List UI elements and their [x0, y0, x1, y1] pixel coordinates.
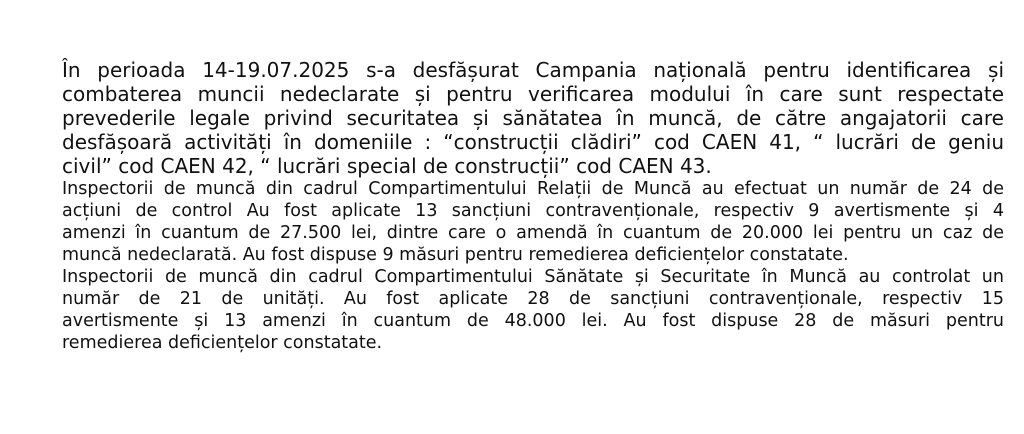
paragraph-line: În perioada 14-19.07.2025 s-a desfășurat Campania națională pentru identificarea și [62, 58, 1004, 82]
paragraph-line: avertismente și 13 amenzi în cuantum de 48.000 lei. Au fost dispuse 28 de măsuri pentru [62, 311, 1004, 331]
paragraph-line: Inspectorii de muncă din cadrul Compartimentului Sănătate și Securitate în Muncă au controlat un [62, 267, 1004, 287]
paragraph-line: muncă nedeclarată. Au fost dispuse 9 măsuri pentru remedierea deficiențelor constatate. [62, 245, 849, 265]
health-safety-paragraph [62, 266, 1004, 354]
labour-relations-paragraph [62, 178, 1004, 266]
document-body [62, 58, 1004, 354]
paragraph-line: număr de 21 de unități. Au fost aplicate 28 de sancțiuni contravenționale, respectiv 15 [62, 289, 1004, 309]
paragraph-line: remedierea deficiențelor constatate. [62, 333, 383, 353]
paragraph-line: prevederile legale privind securitatea și sănătatea în muncă, de către angajatorii care [62, 106, 1004, 130]
paragraph-line: combaterea muncii nedeclarate și pentru verificarea modului în care sunt respectate [62, 82, 1004, 106]
paragraph-line: Inspectorii de muncă din cadrul Compartimentului Relații de Muncă au efectuat un număr de 24 de [62, 179, 1004, 199]
paragraph-line: acțiuni de control Au fost aplicate 13 sancțiuni contravenționale, respectiv 9 avertismente și 4 [62, 201, 1004, 221]
paragraph-line: amenzi în cuantum de 27.500 lei, dintre care o amendă în cuantum de 20.000 lei pentru un caz de [62, 223, 1004, 243]
paragraph-line: desfășoară activități în domeniile : “construcții clădiri” cod CAEN 41, “ lucrări de geniu [62, 130, 1004, 154]
campaign-paragraph [62, 58, 1004, 178]
paragraph-line: civil” cod CAEN 42, “ lucrări special de construcții” cod CAEN 43. [62, 154, 712, 178]
